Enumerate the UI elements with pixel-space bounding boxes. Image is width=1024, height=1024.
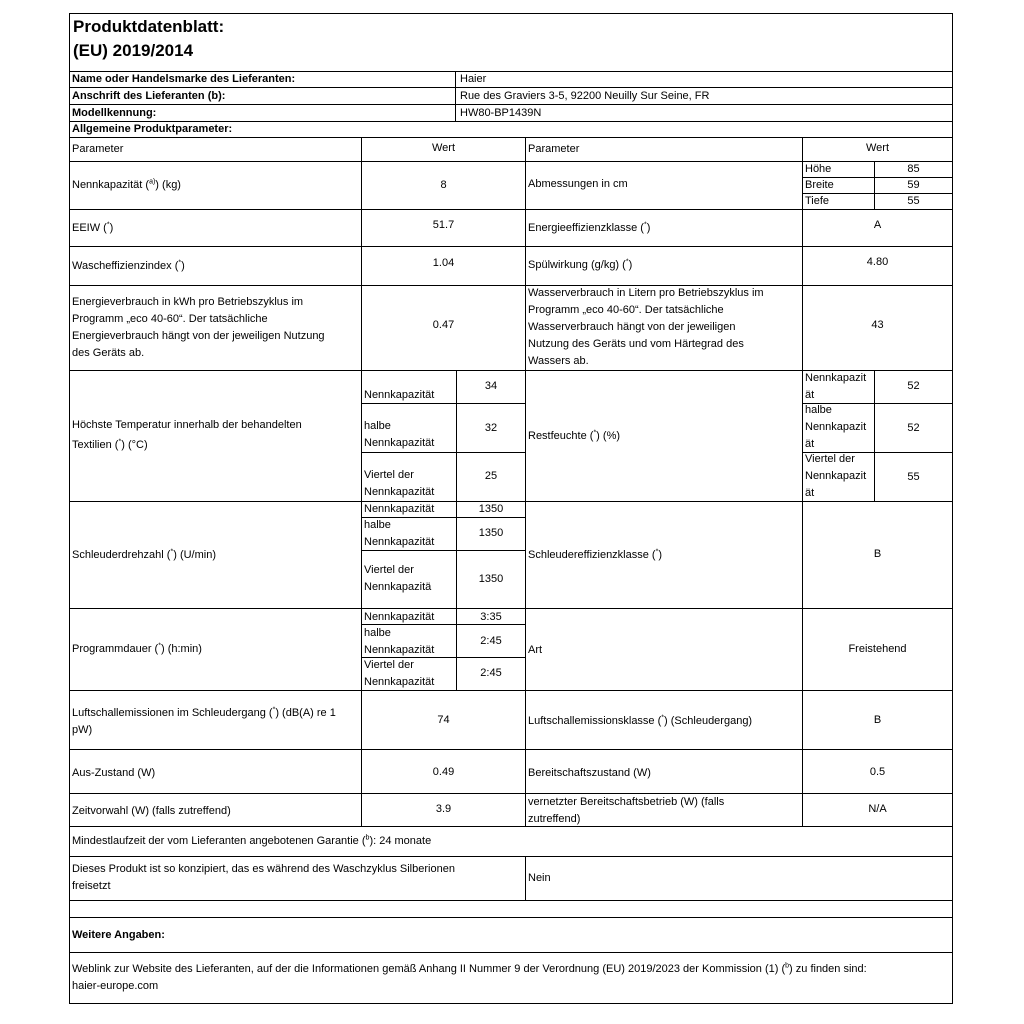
dimensions-label: Abmessungen in cm <box>528 178 628 190</box>
dim-depth-value: 55 <box>907 195 920 207</box>
standby-value: 0.5 <box>869 766 886 778</box>
residual-sub3-value: 55 <box>907 471 920 483</box>
duration-sub3-value: 2:45 <box>480 667 502 679</box>
max-temp-sub3-value: 25 <box>484 470 498 482</box>
energy-label-line-3: Energieverbrauch hängt von der jeweiligen Nutzung <box>72 330 325 342</box>
energy-value: 0.47 <box>432 319 455 331</box>
spin-sub1-value: 1350 <box>478 503 504 515</box>
networked-standby-value: N/A <box>868 803 887 815</box>
energy-label-line-1: Energieverbrauch in kWh pro Betriebszyklus im <box>72 296 304 308</box>
eeiw-value: 51.7 <box>432 219 455 231</box>
dim-height-label: Höhe <box>805 163 832 175</box>
rinse-value: 4.80 <box>866 256 889 268</box>
max-temp-sub2-label-line-1: halbe <box>364 420 391 432</box>
further-info-row <box>69 917 953 953</box>
silver-ions-value-cell <box>525 856 953 901</box>
max-temp-sub3-label-line-1: Viertel der <box>364 469 414 481</box>
silver-ions-label-line-2: freisetzt <box>72 880 111 892</box>
spin-class-value: B <box>873 548 882 560</box>
max-temp-sub1-value: 34 <box>484 380 498 392</box>
max-temp-label-line-2: Textilien (*) (°C) <box>72 438 148 451</box>
max-temp-label-cell <box>69 370 362 502</box>
eeiw-label: EEIW (*) <box>72 221 114 234</box>
energy-class-label: Energieeffizienzklasse (*) <box>528 221 651 234</box>
spin-sub1-label: Nennkapazität <box>364 503 435 515</box>
dim-width-label: Breite <box>805 179 834 191</box>
left-header-value: Wert <box>431 142 456 154</box>
supplier-name-label: Name oder Handelsmarke des Lieferanten: <box>72 73 296 85</box>
dim-depth-label: Tiefe <box>805 195 830 207</box>
supplier-address-value: Rue des Graviers 3-5, 92200 Neuilly Sur Seine, FR <box>460 90 710 102</box>
spin-speed-label: Schleuderdrehzahl (*) (U/min) <box>72 548 216 561</box>
weblink-row <box>69 952 953 1004</box>
type-value: Freistehend <box>848 643 907 655</box>
spin-sub3-label-line-1: Viertel der <box>364 564 414 576</box>
off-mode-value: 0.49 <box>432 766 455 778</box>
residual-sub3-label-line-2: Nennkapazit <box>805 470 867 482</box>
duration-sub3-label-line-2: Nennkapazität <box>364 676 435 688</box>
water-label-line-1: Wasserverbrauch in Litern pro Betriebszyklus im <box>528 287 764 299</box>
residual-sub1-value: 52 <box>907 380 920 392</box>
spin-sub2-label-line-2: Nennkapazität <box>364 536 435 548</box>
weblink-url[interactable]: haier-europe.com <box>72 980 159 992</box>
noise-value: 74 <box>437 714 450 726</box>
energy-class-value: A <box>873 219 882 231</box>
spin-sub2-value: 1350 <box>478 527 504 539</box>
residual-sub2-label-line-3: ät <box>805 438 815 450</box>
model-label: Modellkennung: <box>72 107 157 119</box>
residual-sub2-label-line-1: halbe <box>805 404 832 416</box>
delay-start-value: 3.9 <box>435 803 452 815</box>
warranty-label: Mindestlaufzeit der vom Lieferanten angebotenen Garantie ($^b$): 24 monate <box>72 834 432 847</box>
max-temp-sub1-label: Nennkapazität <box>364 389 435 401</box>
noise-class-label: Luftschallemissionsklasse (*) (Schleudergang) <box>528 714 753 727</box>
residual-sub1-label-line-1: Nennkapazit <box>805 372 867 384</box>
silver-ions-label-line-1: Dieses Produkt ist so konzipiert, das es während des Waschzyklus Silberionen <box>72 863 455 875</box>
title-line-2: (EU) 2019/2014 <box>73 41 194 60</box>
title-line-1: Produktdatenblatt: <box>73 17 225 36</box>
spin-class-label: Schleudereffizienzklasse (*) <box>528 548 663 561</box>
duration-sub2-label-line-2: Nennkapazität <box>364 644 435 656</box>
program-duration-label: Programmdauer (*) (h:min) <box>72 642 202 655</box>
max-temp-sub2-value: 32 <box>484 422 498 434</box>
residual-sub2-value: 52 <box>907 422 920 434</box>
type-label: Art <box>528 644 543 656</box>
duration-sub1-value: 3:35 <box>480 611 502 623</box>
residual-label: Restfeuchte (*) (%) <box>528 429 621 442</box>
water-label-line-4: Nutzung des Geräts und vom Härtegrad des <box>528 338 744 350</box>
left-header-param: Parameter <box>72 143 124 155</box>
networked-standby-label-line-1: vernetzter Bereitschaftsbetrieb (W) (falls <box>528 796 725 808</box>
duration-sub2-value: 2:45 <box>480 635 502 647</box>
model-value: HW80-BP1439N <box>460 107 542 119</box>
residual-sub3-label-line-3: ät <box>805 487 815 499</box>
dim-width-value: 59 <box>907 179 920 191</box>
max-temp-sub2-label-line-2: Nennkapazität <box>364 437 435 449</box>
networked-standby-label-line-2: zutreffend) <box>528 813 581 825</box>
energy-label-line-2: Programm „eco 40-60“. Der tatsächliche <box>72 313 268 325</box>
duration-sub3-label-line-1: Viertel der <box>364 659 414 671</box>
further-info-label: Weitere Angaben: <box>72 929 165 941</box>
supplier-address-label: Anschrift des Lieferanten (b): <box>72 90 226 102</box>
weblink-text-line-1: Weblink zur Website des Lieferanten, auf der die Informationen gemäß Anhang II Nummer 9 der Verordnung (EU) 2019/2023 der Kommission (1) ($^b$) zu finden sind: <box>72 962 867 975</box>
supplier-name-value: Haier <box>460 73 487 85</box>
residual-sub2-label-line-2: Nennkapazit <box>805 421 867 433</box>
water-value: 43 <box>871 319 884 331</box>
noise-label-line-1: Luftschallemissionen im Schleudergang (*) (dB(A) re 1 <box>72 706 336 719</box>
capacity-value: 8 <box>440 179 447 191</box>
right-header-param: Parameter <box>528 143 580 155</box>
residual-sub1-label-line-2: ät <box>805 389 815 401</box>
water-label-line-2: Programm „eco 40-60“. Der tatsächliche <box>528 304 724 316</box>
water-label-line-5: Wassers ab. <box>528 355 589 367</box>
duration-sub1-label: Nennkapazität <box>364 611 435 623</box>
water-label-line-3: Wasserverbrauch hängt von der jeweiligen <box>528 321 736 333</box>
residual-sub3-label-line-1: Viertel der <box>805 453 855 465</box>
energy-label-line-4: des Geräts ab. <box>72 347 145 359</box>
dim-height-value: 85 <box>907 163 920 175</box>
silver-ions-value: Nein <box>528 872 551 884</box>
general-params-label: Allgemeine Produktparameter: <box>72 123 233 135</box>
spacer-row <box>69 900 953 918</box>
noise-class-value: B <box>873 714 882 726</box>
right-header-value: Wert <box>865 142 890 154</box>
max-temp-sub3-label-line-2: Nennkapazität <box>364 486 435 498</box>
delay-start-label: Zeitvorwahl (W) (falls zutreffend) <box>72 805 231 817</box>
wash-index-label: Wascheffizienzindex (*) <box>72 259 185 272</box>
max-temp-label-line-1: Höchste Temperatur innerhalb der behandelten <box>72 419 302 431</box>
duration-sub2-label-line-1: halbe <box>364 627 391 639</box>
spin-sub3-value: 1350 <box>478 573 504 585</box>
capacity-label: Nennkapazität ($^{a)}$) (kg) <box>72 178 181 191</box>
type-label-cell <box>525 608 803 691</box>
rinse-label: Spülwirkung (g/kg) (*) <box>528 258 633 271</box>
wash-index-value: 1.04 <box>432 257 455 269</box>
noise-label-line-2: pW) <box>72 724 93 736</box>
standby-label: Bereitschaftszustand (W) <box>528 767 651 779</box>
spin-sub3-label-line-2: Nennkapazitä <box>364 581 432 593</box>
spin-sub2-label-line-1: halbe <box>364 519 391 531</box>
off-mode-label: Aus-Zustand (W) <box>72 767 156 779</box>
